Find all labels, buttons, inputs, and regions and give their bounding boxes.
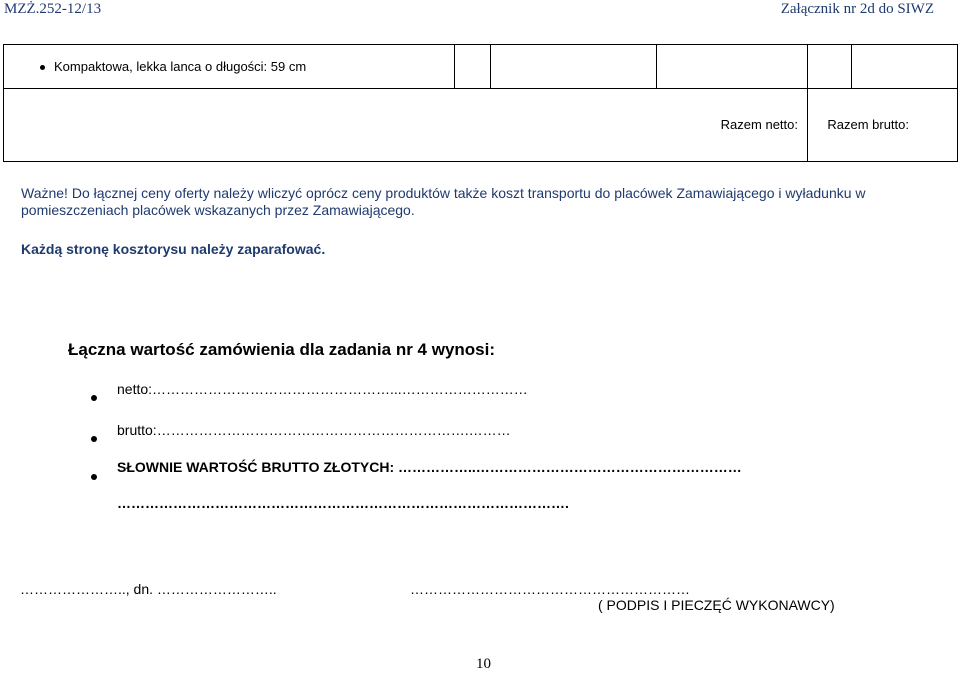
table-cell xyxy=(808,89,958,162)
table-cell xyxy=(4,45,455,89)
gross-total-label: Razem brutto: xyxy=(827,117,909,132)
summary-title: Łączna wartość zamówienia dla zadania nr 4 wynosi: xyxy=(68,340,496,359)
net-total-label: Razem netto: xyxy=(720,117,798,132)
amount-in-words-continuation: ……………………………………………………………………………………. xyxy=(117,495,569,511)
document-reference: MZŻ.252-12/13 xyxy=(4,1,102,17)
attachment-label: Załącznik nr 2d do SIWZ xyxy=(780,1,934,17)
table-cell xyxy=(4,89,657,162)
table-cell xyxy=(455,45,491,89)
table-cell xyxy=(808,45,852,89)
note-line: pomieszczeniach placówek wskazanych przez Zamawiającego. xyxy=(21,202,415,218)
bullet-icon xyxy=(91,467,97,485)
price-table xyxy=(3,44,958,162)
table-row xyxy=(4,45,958,89)
table-cell xyxy=(657,89,808,162)
table-cell xyxy=(491,45,657,89)
list-item xyxy=(40,59,306,74)
place-date-line: ………………….., dn. …………………….. xyxy=(20,581,277,597)
bullet-icon xyxy=(91,388,97,406)
net-value-line: netto:……………………………………………...……………………… xyxy=(117,381,528,397)
signature-dots: …………………………………………………… xyxy=(410,581,690,597)
important-note xyxy=(21,185,951,219)
table-cell xyxy=(657,45,808,89)
amount-in-words-line: SŁOWNIE WARTOŚĆ BRUTTO ZŁOTYCH: ……………..………………………………………………… xyxy=(117,459,742,475)
table-cell xyxy=(852,45,958,89)
note-line: Ważne! Do łącznej ceny oferty należy wliczyć oprócz ceny produktów także koszt transportu do placówek Zamawiającego i wyładunku w xyxy=(21,185,866,201)
gross-value-line: brutto:………………………………………………………….……… xyxy=(117,422,511,438)
table-row xyxy=(4,89,958,162)
bullet-icon xyxy=(91,429,97,447)
paraph-note: Każdą stronę kosztorysu należy zaparafować. xyxy=(21,241,326,257)
page-number: 10 xyxy=(476,656,491,672)
signature-label: ( PODPIS I PIECZĘĆ WYKONAWCY) xyxy=(598,597,835,613)
item-description: Kompaktowa, lekka lanca o długości: 59 cm xyxy=(54,58,307,74)
bullet-icon xyxy=(40,65,45,70)
